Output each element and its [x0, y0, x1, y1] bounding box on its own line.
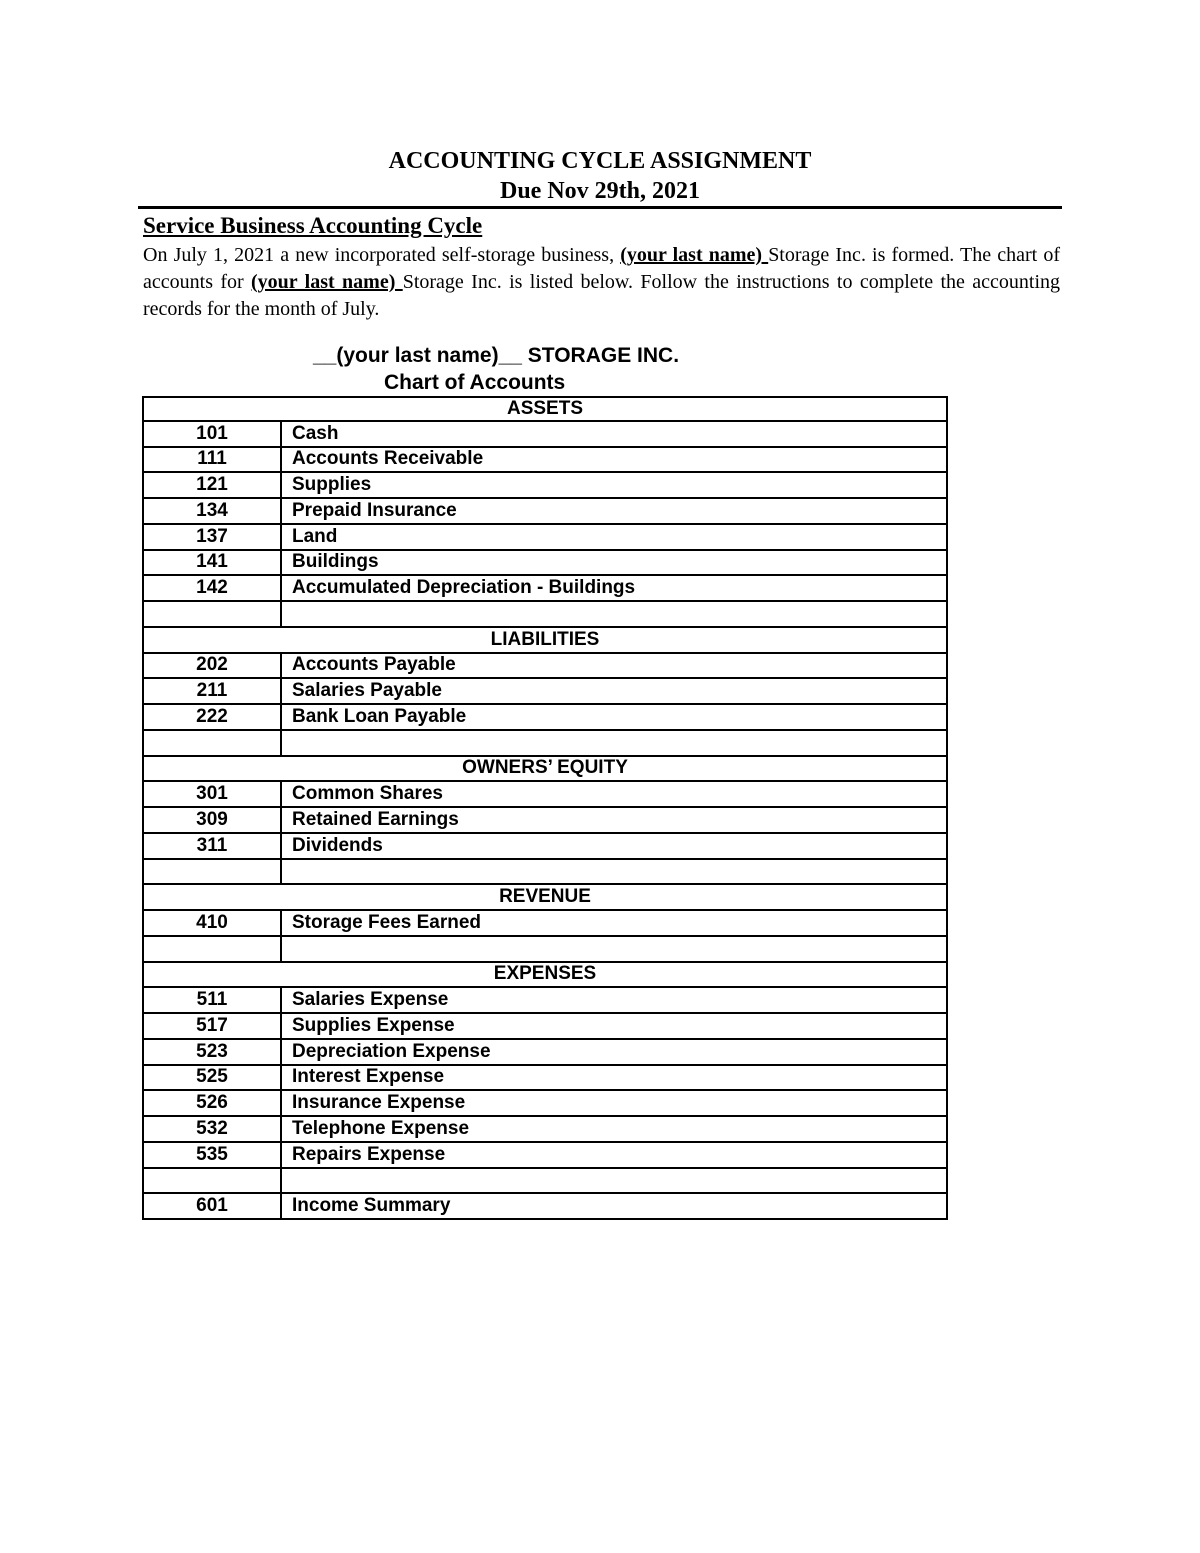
account-number: 142 [144, 576, 282, 600]
revenue-heading: REVENUE [499, 886, 591, 908]
account-row [142, 654, 948, 680]
account-number: 526 [144, 1091, 282, 1115]
revenue-rows [142, 911, 948, 937]
account-name: Common Shares [292, 783, 443, 805]
account-row [142, 1040, 948, 1066]
account-row [142, 1143, 948, 1169]
blank-cell [144, 602, 282, 626]
intro-text-1: On July 1, 2021 a new incorporated self-storage business, [143, 244, 621, 266]
account-row [142, 1117, 948, 1143]
account-number: 137 [144, 525, 282, 549]
blank-row [142, 731, 948, 757]
account-name: Accumulated Depreciation - Buildings [292, 577, 636, 599]
account-name: Salaries Expense [292, 989, 449, 1011]
account-number: 134 [144, 499, 282, 523]
account-row [142, 499, 948, 525]
blank-row [142, 602, 948, 628]
account-row [142, 473, 948, 499]
account-number: 301 [144, 782, 282, 806]
blank-row [142, 1169, 948, 1195]
account-row [142, 834, 948, 860]
account-name: Supplies Expense [292, 1014, 455, 1036]
account-number: 202 [144, 654, 282, 678]
account-row [142, 576, 948, 602]
assets-heading-row [142, 396, 948, 422]
account-row [142, 808, 948, 834]
account-row [142, 1066, 948, 1092]
account-name: Income Summary [292, 1195, 451, 1217]
account-number: 410 [144, 911, 282, 935]
account-row [142, 782, 948, 808]
account-row [142, 1194, 948, 1220]
account-name: Insurance Expense [292, 1092, 466, 1114]
intro-paragraph [143, 242, 1060, 323]
intro-text-2: Storage Inc. is formed. The chart of accounts for [143, 244, 1060, 293]
account-name: Depreciation Expense [292, 1040, 491, 1062]
account-row [142, 448, 948, 474]
account-row [142, 1091, 948, 1117]
account-row [142, 1014, 948, 1040]
assets-rows [142, 422, 948, 602]
revenue-heading-row [142, 885, 948, 911]
account-name: Accounts Receivable [292, 448, 484, 470]
equity-heading: OWNERS’ EQUITY [462, 757, 628, 779]
equity-heading-row [142, 757, 948, 783]
chart-title: Chart of Accounts [384, 371, 566, 394]
account-row [142, 551, 948, 577]
blank-cell [144, 1169, 282, 1193]
due-date: Due Nov 29th, 2021 [499, 178, 700, 204]
blank-row [142, 937, 948, 963]
account-number: 535 [144, 1143, 282, 1167]
account-number: 517 [144, 1014, 282, 1038]
account-number: 523 [144, 1040, 282, 1064]
account-number: 101 [144, 422, 282, 446]
account-number: 111 [144, 448, 282, 472]
account-number: 309 [144, 808, 282, 832]
account-name: Interest Expense [292, 1066, 445, 1088]
account-number: 121 [144, 473, 282, 497]
blank-cell [144, 937, 282, 961]
liabilities-heading-row [142, 628, 948, 654]
liabilities-rows [142, 654, 948, 731]
account-name: Dividends [292, 834, 383, 856]
account-number: 525 [144, 1066, 282, 1090]
account-row [142, 705, 948, 731]
account-row [142, 679, 948, 705]
account-number: 211 [144, 679, 282, 703]
account-name: Bank Loan Payable [292, 705, 467, 727]
blank-cell [144, 731, 282, 755]
account-name: Buildings [292, 551, 379, 573]
account-name: Repairs Expense [292, 1143, 446, 1165]
account-name: Prepaid Insurance [292, 499, 457, 521]
account-name: Storage Fees Earned [292, 911, 482, 933]
liabilities-heading: LIABILITIES [490, 628, 600, 650]
account-number: 511 [144, 988, 282, 1012]
account-number: 222 [144, 705, 282, 729]
blank-row [142, 860, 948, 886]
account-number: 311 [144, 834, 282, 858]
assets-heading: ASSETS [506, 397, 584, 419]
expenses-heading: EXPENSES [493, 963, 597, 985]
account-name: Land [292, 525, 338, 547]
intro-text-3: Storage Inc. is listed below. Follow the instructions to complete the accounting records for the month of July. [143, 271, 1061, 320]
last-name-blank-1: (your last name) [620, 244, 769, 266]
account-number: 141 [144, 551, 282, 575]
account-name: Supplies [292, 474, 372, 496]
account-name: Salaries Payable [292, 680, 442, 702]
account-row [142, 911, 948, 937]
section-heading: Service Business Accounting Cycle [143, 213, 483, 238]
expenses-rows [142, 988, 948, 1168]
equity-rows [142, 782, 948, 859]
last-name-blank-2: (your last name) [251, 271, 403, 293]
blank-cell [144, 860, 282, 884]
account-name: Cash [292, 422, 339, 444]
title-divider [138, 206, 1062, 209]
account-row [142, 988, 948, 1014]
account-name: Telephone Expense [292, 1117, 470, 1139]
account-number: 601 [144, 1194, 282, 1218]
document-title: ACCOUNTING CYCLE ASSIGNMENT [388, 148, 812, 174]
account-row [142, 422, 948, 448]
account-name: Retained Earnings [292, 808, 459, 830]
account-number: 532 [144, 1117, 282, 1141]
expenses-heading-row [142, 963, 948, 989]
company-name: __(your last name)__ STORAGE INC. [313, 344, 680, 367]
account-row [142, 525, 948, 551]
account-name: Accounts Payable [292, 654, 456, 676]
closing-rows [142, 1194, 948, 1220]
chart-of-accounts-table [142, 396, 948, 1220]
